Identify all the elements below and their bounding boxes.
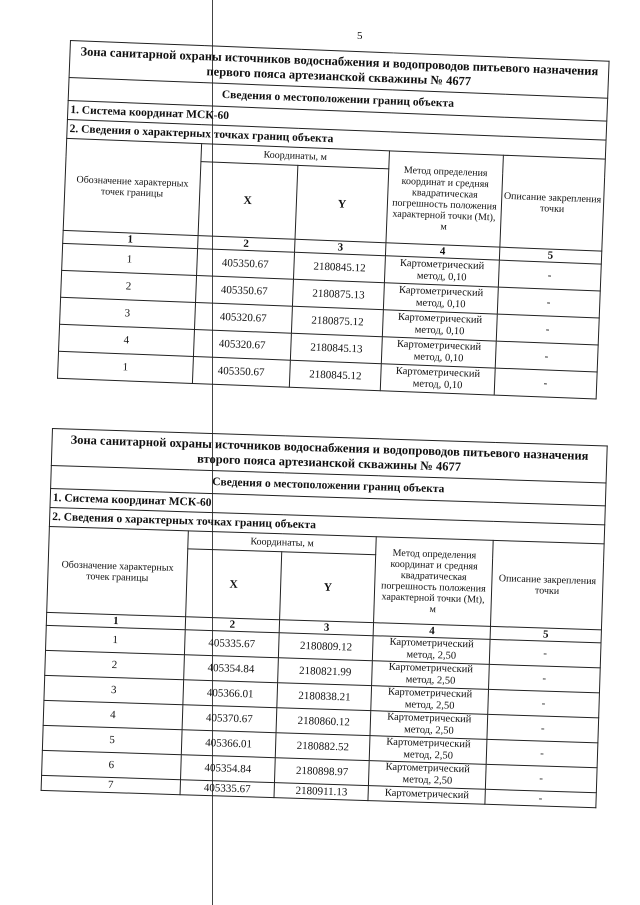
method-value: Картометрический метод, 2,50 [373,636,490,665]
col-number: 3 [279,620,374,636]
point-id: 3 [44,675,183,704]
point-id: 4 [59,324,195,356]
y-value: 2180845.12 [289,360,382,390]
header-coords: Координаты, м [188,531,377,555]
y-value: 2180911.13 [274,783,369,801]
point-id: 1 [62,243,198,275]
header-x: X [185,549,281,620]
method-value: Картометрический метод, 2,50 [369,761,486,790]
col-number: 4 [374,623,491,640]
x-value: 405320.67 [193,329,291,360]
desc-value: - [488,664,600,692]
col-number: 1 [63,230,198,248]
y-value: 2180882.52 [275,733,370,761]
x-value: 405350.67 [192,356,290,387]
method-value: Картометрический метод, 0,10 [382,337,496,368]
col-number: 2 [197,236,294,253]
desc-value: - [495,341,598,372]
x-value: 405366.01 [181,730,276,758]
x-value: 405335.67 [184,630,279,658]
x-value: 405354.84 [180,755,275,783]
desc-value: - [494,368,597,399]
zone-table-second-belt [41,428,608,808]
coordinate-system-label: 1. Система координат МСК-60 [67,100,606,140]
zone-title: Зона санитарной охраны источников водоснабжения и водопроводов питьевого назначения первого пояса артезианской скважины № 4677 [69,41,609,99]
method-value: Картометрический [368,786,485,805]
x-value: 405350.67 [196,249,294,280]
method-value: Картометрический метод, 0,10 [383,310,497,341]
coordinate-system-label: 1. Система координат МСК-60 [50,488,605,524]
page-number: 5 [357,30,363,42]
method-value: Картометрический метод, 2,50 [371,686,488,715]
header-x: X [198,162,298,240]
y-value: 2180898.97 [275,758,370,786]
x-value: 405335.67 [180,780,275,798]
point-id: 2 [61,270,197,302]
header-y: Y [280,552,376,623]
desc-value: - [489,639,601,667]
y-value: 2180875.12 [291,306,384,336]
col-number: 5 [490,626,601,642]
method-value: Картометрический метод, 0,10 [384,283,498,314]
desc-value: - [485,789,596,807]
y-value: 2180821.99 [278,658,373,686]
y-value: 2180860.12 [276,708,371,736]
coordinates-table [57,40,610,399]
desc-value: - [497,287,600,318]
point-id: 7 [41,775,180,794]
header-method: Метод определения координат и средняя квадратическая погрешность положения характерной точки (Mt), м [374,537,493,627]
desc-value: - [487,714,599,742]
col-number: 3 [294,239,386,256]
method-value: Картометрический метод, 2,50 [370,711,487,740]
zone-table-first-belt [57,40,610,399]
y-value: 2180845.12 [293,252,386,282]
x-value: 405370.67 [182,705,277,733]
point-id: 6 [42,750,181,779]
x-value: 405366.01 [183,680,278,708]
point-id: 5 [42,725,181,754]
x-value: 405354.84 [183,655,278,683]
col-number: 2 [185,617,280,633]
header-coords: Координаты, м [201,144,390,169]
y-value: 2180809.12 [278,633,373,661]
method-value: Картометрический метод, 2,50 [372,661,489,690]
desc-value: - [496,314,599,345]
point-id: 3 [60,297,196,329]
header-method: Метод определения координат и средняя квадратическая погрешность положения характерной точки (Mt), м [386,151,503,247]
col-number: 1 [46,612,185,629]
zone-title: Зона санитарной охраны источников водоснабжения и водопроводов питьевого назначения второго пояса артезианской скважины № 4677 [51,429,607,483]
desc-value: - [488,689,600,717]
method-value: Картометрический метод, 0,10 [381,364,495,395]
y-value: 2180838.21 [277,683,372,711]
desc-value: - [486,739,598,767]
header-point: Обозначение характерных точек границы [63,138,201,235]
x-value: 405320.67 [194,303,292,334]
point-id: 1 [58,351,194,383]
method-value: Картометрический метод, 2,50 [370,736,487,765]
section-subtitle: Сведения о местоположении границ объекта [68,77,607,121]
method-value: Картометрический метод, 0,10 [385,256,499,287]
col-number: 4 [386,243,500,260]
point-id: 4 [43,700,182,729]
header-y: Y [295,165,389,242]
header-point: Обозначение характерных точек границы [47,526,188,616]
point-id: 2 [45,650,184,679]
points-section-label: 2. Сведения о характерных точках границ объекта [49,507,604,543]
desc-value: - [498,260,601,291]
desc-value: - [485,764,597,792]
header-desc: Описание закрепления точки [499,155,605,251]
col-number: 5 [499,247,602,264]
y-value: 2180845.13 [290,333,383,363]
point-id: 1 [46,625,185,654]
x-value: 405350.67 [195,276,293,307]
points-section-label: 2. Сведения о характерных точках границ объекта [67,119,606,159]
coordinates-table [41,428,608,808]
header-desc: Описание закрепления точки [490,540,604,629]
section-subtitle: Сведения о местоположении границ объекта [51,465,606,505]
y-value: 2180875.13 [292,279,385,309]
